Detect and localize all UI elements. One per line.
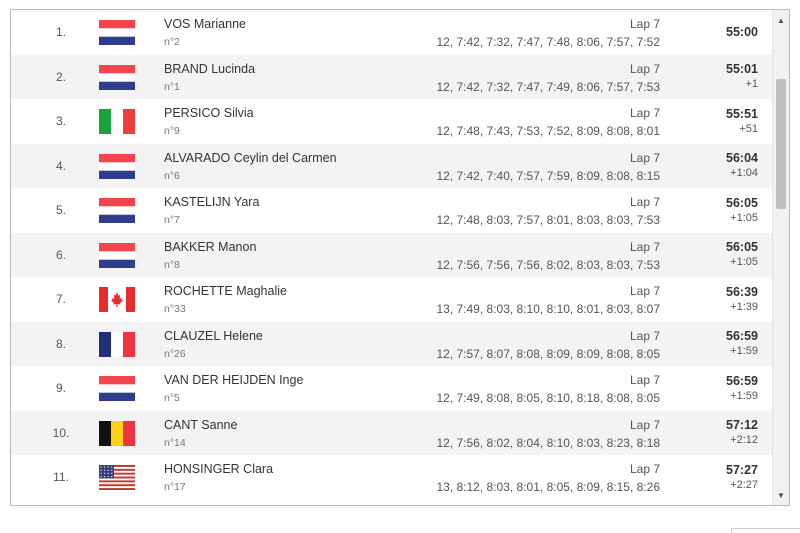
result-row[interactable] [11, 411, 773, 456]
rank: 3. [55, 114, 66, 129]
time-gap: +1 [745, 78, 758, 91]
time-gap: +1:04 [730, 167, 758, 180]
flag-ned-icon [99, 243, 135, 268]
flag-usa-icon [99, 465, 135, 490]
result-row[interactable] [11, 10, 773, 55]
lap-times: 12, 7:56, 7:56, 7:56, 8:02, 8:03, 8:03, 7:53 [436, 257, 660, 272]
result-row[interactable] [11, 455, 773, 500]
time-block [726, 411, 758, 456]
time-gap: +2:12 [730, 434, 758, 447]
rank: 10. [52, 425, 70, 440]
time-block [726, 366, 758, 411]
bib-number: n°26 [164, 347, 186, 360]
rider-name[interactable]: ALVARADO Ceylin del Carmen [164, 150, 337, 165]
flag-ita-icon [99, 109, 135, 134]
rank: 1. [55, 25, 66, 40]
rank: 4. [55, 158, 66, 173]
result-row[interactable] [11, 233, 773, 278]
bib-number: n°5 [164, 392, 180, 404]
time-block [726, 455, 758, 500]
time-gap: +1:59 [730, 345, 758, 358]
lap-label: Lap 7 [629, 417, 660, 432]
result-row[interactable] [11, 366, 773, 411]
rider-name[interactable]: BRAND Lucinda [164, 61, 256, 76]
rank: 5. [55, 203, 66, 218]
lap-label: Lap 7 [629, 150, 660, 165]
flag-ned-icon [99, 65, 135, 90]
result-row[interactable] [11, 144, 773, 189]
lap-times: 13, 8:12, 8:03, 8:01, 8:05, 8:09, 8:15, 8:26 [436, 480, 660, 494]
vertical-scrollbar[interactable] [772, 10, 789, 505]
bib-number: n°7 [164, 214, 180, 226]
bib-number: n°33 [164, 303, 186, 315]
time-block [726, 233, 758, 278]
flag-fra-icon [99, 332, 135, 357]
total-time: 55:51 [726, 106, 758, 121]
total-time: 56:39 [726, 284, 758, 299]
rider-name[interactable]: HONSINGER Clara [164, 462, 274, 476]
bib-number: n°8 [164, 258, 180, 271]
lap-label: Lap 7 [629, 328, 660, 343]
flag-can-icon [99, 287, 135, 312]
time-block [726, 10, 758, 55]
lap-label: Lap 7 [629, 106, 660, 120]
result-row[interactable] [11, 277, 773, 322]
rank: 2. [55, 69, 66, 84]
total-time: 57:12 [726, 418, 758, 433]
flag-ned-icon [99, 154, 135, 179]
bib-number: n°14 [164, 436, 186, 449]
rider-name[interactable]: CANT Sanne [164, 417, 238, 432]
bib-number: n°9 [164, 125, 180, 137]
result-row[interactable] [11, 55, 773, 100]
bib-number: n°2 [164, 36, 180, 48]
total-time: 57:27 [726, 462, 758, 477]
total-time: 56:05 [726, 195, 758, 210]
result-row[interactable] [11, 188, 773, 233]
time-gap: +2:27 [730, 478, 758, 491]
result-row[interactable] [11, 322, 773, 367]
time-block [726, 277, 758, 322]
bib-number: n°17 [164, 481, 186, 493]
time-block [726, 188, 758, 233]
lap-label: Lap 7 [629, 462, 660, 476]
scroll-down-arrow-icon[interactable]: ▼ [777, 490, 785, 500]
lap-times: 12, 7:42, 7:32, 7:47, 7:48, 8:06, 7:57, 7:52 [436, 35, 660, 49]
flag-ned-icon [99, 376, 135, 401]
lap-times: 12, 7:49, 8:08, 8:05, 8:10, 8:18, 8:08, 8:05 [436, 391, 660, 405]
total-time: 55:01 [726, 62, 758, 77]
time-gap: +1:59 [730, 389, 758, 402]
time-block [726, 322, 758, 367]
time-block [726, 144, 758, 189]
time-block [726, 99, 758, 144]
time-gap: +1:39 [730, 300, 758, 313]
lap-times: 12, 7:42, 7:32, 7:47, 7:49, 8:06, 7:57, 7:53 [436, 79, 660, 94]
flag-bel-icon [99, 421, 135, 446]
rank: 9. [55, 381, 66, 396]
total-time: 56:59 [726, 373, 758, 388]
lap-label: Lap 7 [629, 284, 660, 298]
total-time: 56:59 [726, 329, 758, 344]
total-time: 56:05 [726, 240, 758, 255]
time-gap: +51 [739, 122, 758, 135]
rider-name[interactable]: KASTELIJN Yara [164, 195, 260, 209]
lap-times: 13, 7:49, 8:03, 8:10, 8:10, 8:01, 8:03, 8:07 [436, 302, 660, 316]
rank: 8. [55, 336, 66, 351]
flag-ned-icon [99, 20, 135, 45]
rider-name[interactable]: CLAUZEL Helene [164, 328, 263, 343]
rider-name[interactable]: BAKKER Manon [164, 239, 257, 254]
lap-label: Lap 7 [629, 239, 660, 254]
results-panel [10, 9, 790, 506]
lap-times: 12, 7:42, 7:40, 7:57, 7:59, 8:09, 8:08, 8:15 [436, 168, 660, 183]
lap-times: 12, 7:48, 8:03, 7:57, 8:01, 8:03, 8:03, 7:53 [436, 213, 660, 227]
total-time: 55:00 [726, 25, 758, 40]
bib-number: n°6 [164, 169, 180, 182]
time-gap: +1:05 [730, 256, 758, 269]
lap-label: Lap 7 [629, 195, 660, 209]
lap-label: Lap 7 [629, 61, 660, 76]
lap-label: Lap 7 [629, 17, 660, 31]
lap-times: 12, 7:56, 8:02, 8:04, 8:10, 8:03, 8:23, 8:18 [436, 435, 660, 450]
result-row[interactable] [11, 99, 773, 144]
scrollbar-thumb[interactable] [776, 79, 786, 209]
rider-name[interactable]: ROCHETTE Maghalie [164, 284, 287, 298]
rank: 7. [55, 292, 66, 307]
flag-ned-icon [99, 198, 135, 223]
lap-label: Lap 7 [629, 373, 660, 387]
lap-times: 12, 7:48, 7:43, 7:53, 7:52, 8:09, 8:08, 8:01 [436, 124, 660, 138]
rank: 6. [55, 247, 66, 262]
rider-name[interactable]: VAN DER HEIJDEN Inge [164, 373, 304, 387]
total-time: 56:04 [726, 151, 758, 166]
lap-times: 12, 7:57, 8:07, 8:08, 8:09, 8:09, 8:08, 8:05 [436, 346, 660, 361]
scroll-up-arrow-icon[interactable]: ▲ [777, 15, 785, 25]
bib-number: n°1 [164, 80, 180, 93]
rider-name[interactable]: VOS Marianne [164, 17, 246, 31]
rider-name[interactable]: PERSICO Silvia [164, 106, 254, 120]
time-gap: +1:05 [730, 211, 758, 224]
corner-widget [731, 528, 800, 533]
rank: 11. [53, 470, 69, 485]
time-block [726, 55, 758, 100]
results-list [11, 10, 773, 500]
